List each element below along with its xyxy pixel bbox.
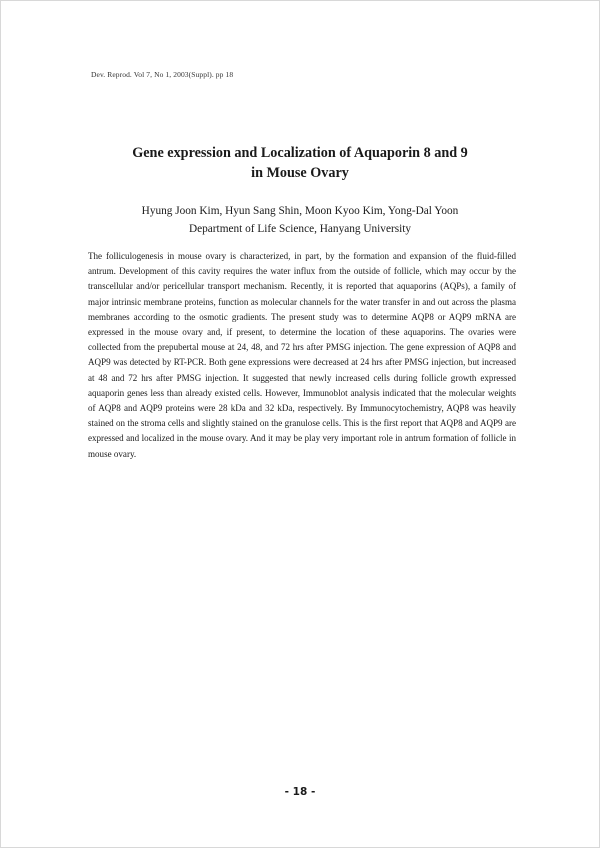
page-number: - 18 -	[284, 786, 316, 798]
author-block	[90, 202, 510, 238]
author-names: Hyung Joon Kim, Hyun Sang Shin, Moon Kyoo Kim, Yong-Dal Yoon	[141, 205, 459, 217]
paper-title-line-1: Gene expression and Localization of Aquaporin 8 and 9	[132, 145, 468, 161]
author-affiliation: Department of Life Science, Hanyang University	[188, 223, 412, 235]
paper-title-line-2: in Mouse Ovary	[251, 165, 349, 181]
paper-title	[90, 143, 510, 183]
running-header-citation: Dev. Reprod. Vol 7, No 1, 2003(Suppl). pp 18	[91, 70, 234, 79]
abstract-body: The folliculogenesis in mouse ovary is characterized, in part, by the formation and expansion of the fluid-filled antrum. Development of this cavity requires the water influx from the outside of follicle, which may occur by the transcellular and/or pericellular transport mechanism. Recently, it is reported that aquaporins (AQPs), a family of major intrinsic membrane proteins, function as molecular channels for the water transfer in and out across the plasma membranes according to the osmotic gradients. The present study was to determine AQP8 or AQP9 mRNA are expressed in the mouse ovary and, if present, to determine the location of these aquaporins. The ovaries were collected from the prepubertal mouse at 24, 48, and 72 hrs after PMSG injection. The gene expression of AQP8 and AQP9 was detected by RT-PCR. Both gene expressions were decreased at 24 hrs after PMSG injection, but increased at 48 and 72 hrs after PMSG injection. It suggested that newly increased cells during follicle growth expressed aquaporin genes less than already existed cells. However, Immunoblot analysis indicated that the molecular weights of AQP8 and AQP9 proteins were 28 kDa and 32 kDa, respectively. By Immunocytochemistry, AQP8 was heavily stained on the stroma cells and slightly stained on the granulose cells. This is the first report that AQP8 and AQP9 are expressed and localized in the mouse ovary. And it may be play very important role in antrum formation of follicle in mouse ovary.	[88, 251, 516, 459]
